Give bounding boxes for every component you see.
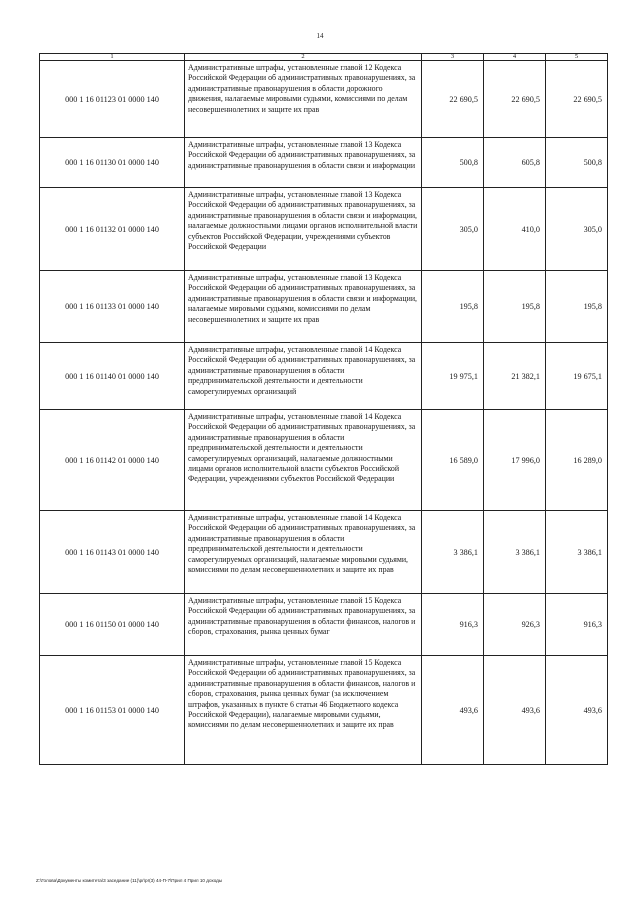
table-row <box>40 61 608 138</box>
table-row <box>40 656 608 765</box>
row-description <box>185 594 422 656</box>
value-col5: 22 690,5 <box>546 61 608 138</box>
row-description <box>185 410 422 511</box>
value-col5: 195,8 <box>546 271 608 343</box>
value-col4: 17 996,0 <box>484 410 546 511</box>
row-description <box>185 656 422 765</box>
value-col4: 195,8 <box>484 271 546 343</box>
row-description-text: Административные штрафы, установленные главой 15 Кодекса Российской Федерации об административных правонарушениях, за административные правонарушения в области финансов, налогов и сборов, страхования, рынка ценных бумаг <box>188 596 416 637</box>
value-col5: 493,6 <box>546 656 608 765</box>
value-col3: 916,3 <box>422 594 484 656</box>
value-col3: 3 386,1 <box>422 511 484 594</box>
value-col3: 16 589,0 <box>422 410 484 511</box>
value-col4: 21 382,1 <box>484 343 546 410</box>
value-col3: 500,8 <box>422 138 484 188</box>
table-row <box>40 188 608 271</box>
column-header-3: 3 <box>422 54 484 61</box>
value-col3: 493,6 <box>422 656 484 765</box>
page-number: 14 <box>316 32 324 40</box>
value-col4: 605,8 <box>484 138 546 188</box>
value-col3: 195,8 <box>422 271 484 343</box>
column-header-4: 4 <box>484 54 546 61</box>
file-path-footer: Z:\Голова\Документы комитета\3 заседание (11)\pr\pr(3) 44-П-7\Прил 4 Прил 10 доходы <box>36 878 223 883</box>
revenue-table <box>39 53 608 765</box>
value-col5: 916,3 <box>546 594 608 656</box>
table-header-row <box>40 54 608 61</box>
row-description <box>185 343 422 410</box>
value-col5: 500,8 <box>546 138 608 188</box>
column-header-5: 5 <box>546 54 608 61</box>
budget-code: 000 1 16 01132 01 0000 140 <box>40 188 185 271</box>
table-row <box>40 138 608 188</box>
table-row <box>40 271 608 343</box>
budget-code: 000 1 16 01130 01 0000 140 <box>40 138 185 188</box>
value-col5: 19 675,1 <box>546 343 608 410</box>
value-col4: 493,6 <box>484 656 546 765</box>
value-col4: 22 690,5 <box>484 61 546 138</box>
value-col3: 305,0 <box>422 188 484 271</box>
budget-code: 000 1 16 01133 01 0000 140 <box>40 271 185 343</box>
table-row <box>40 594 608 656</box>
row-description <box>185 61 422 138</box>
column-header-1: 1 <box>40 54 185 61</box>
row-description-text: Административные штрафы, установленные главой 14 Кодекса Российской Федерации об административных правонарушениях, за административные правонарушения в области предпринимательской деятельности и деятельности саморегулируемых организаций, налагаемые мировыми судьями, комиссиями по делам несовершеннолетних и защите их прав <box>188 513 416 575</box>
value-col5: 305,0 <box>546 188 608 271</box>
value-col4: 410,0 <box>484 188 546 271</box>
budget-code: 000 1 16 01150 01 0000 140 <box>40 594 185 656</box>
value-col5: 3 386,1 <box>546 511 608 594</box>
table-row <box>40 511 608 594</box>
value-col3: 19 975,1 <box>422 343 484 410</box>
row-description <box>185 271 422 343</box>
budget-code: 000 1 16 01142 01 0000 140 <box>40 410 185 511</box>
row-description-text: Административные штрафы, установленные главой 13 Кодекса Российской Федерации об административных правонарушениях, за административные правонарушения в области связи и информации <box>188 140 416 170</box>
row-description-text: Административные штрафы, установленные главой 13 Кодекса Российской Федерации об административных правонарушениях, за административные правонарушения в области связи и информации, налагаемые мировыми судьями, комиссиями по делам несовершеннолетних и защите их прав <box>188 273 418 324</box>
budget-code: 000 1 16 01140 01 0000 140 <box>40 343 185 410</box>
row-description-text: Административные штрафы, установленные главой 13 Кодекса Российской Федерации об административных правонарушениях, за административные правонарушения в области связи и информации, налагаемые должностными лицами органов исполнительной власти субъектов Российской Федерации, учреждениями субъектов Российской Федерации <box>188 190 418 252</box>
row-description <box>185 511 422 594</box>
value-col3: 22 690,5 <box>422 61 484 138</box>
row-description-text: Административные штрафы, установленные главой 14 Кодекса Российской Федерации об административных правонарушениях, за административные правонарушения в области предпринимательской деятельности и деятельности саморегулируемых организаций <box>188 345 416 396</box>
budget-code: 000 1 16 01143 01 0000 140 <box>40 511 185 594</box>
table-row <box>40 343 608 410</box>
row-description-text: Административные штрафы, установленные главой 14 Кодекса Российской Федерации об административных правонарушениях, за административные правонарушения в области предпринимательской деятельности и деятельности саморегулируемых организаций, налагаемые должностными лицами органов исполнительной власти субъектов Российской Федерации, учреждениями субъектов Российской Федерации <box>188 412 416 484</box>
value-col4: 926,3 <box>484 594 546 656</box>
row-description-text: Административные штрафы, установленные главой 15 Кодекса Российской Федерации об административных правонарушениях, за административные правонарушения в области финансов, налогов и сборов, страхования, рынка ценных бумаг (за исключением штрафов, указанных в пункте 6 статьи 46 Бюджетного кодекса Российской Федерации), налагаемые мировыми судьями, комиссиями по делам несовершеннолетних и защите их прав <box>188 658 416 730</box>
value-col4: 3 386,1 <box>484 511 546 594</box>
value-col5: 16 289,0 <box>546 410 608 511</box>
table-row <box>40 410 608 511</box>
row-description <box>185 188 422 271</box>
budget-code: 000 1 16 01123 01 0000 140 <box>40 61 185 138</box>
row-description <box>185 138 422 188</box>
row-description-text: Административные штрафы, установленные главой 12 Кодекса Российской Федерации об административных правонарушениях, за административные правонарушения в области дорожного движения, налагаемые мировыми судьями, комиссиями по делам несовершеннолетних и защите их прав <box>188 63 416 114</box>
budget-code: 000 1 16 01153 01 0000 140 <box>40 656 185 765</box>
column-header-2: 2 <box>185 54 422 61</box>
